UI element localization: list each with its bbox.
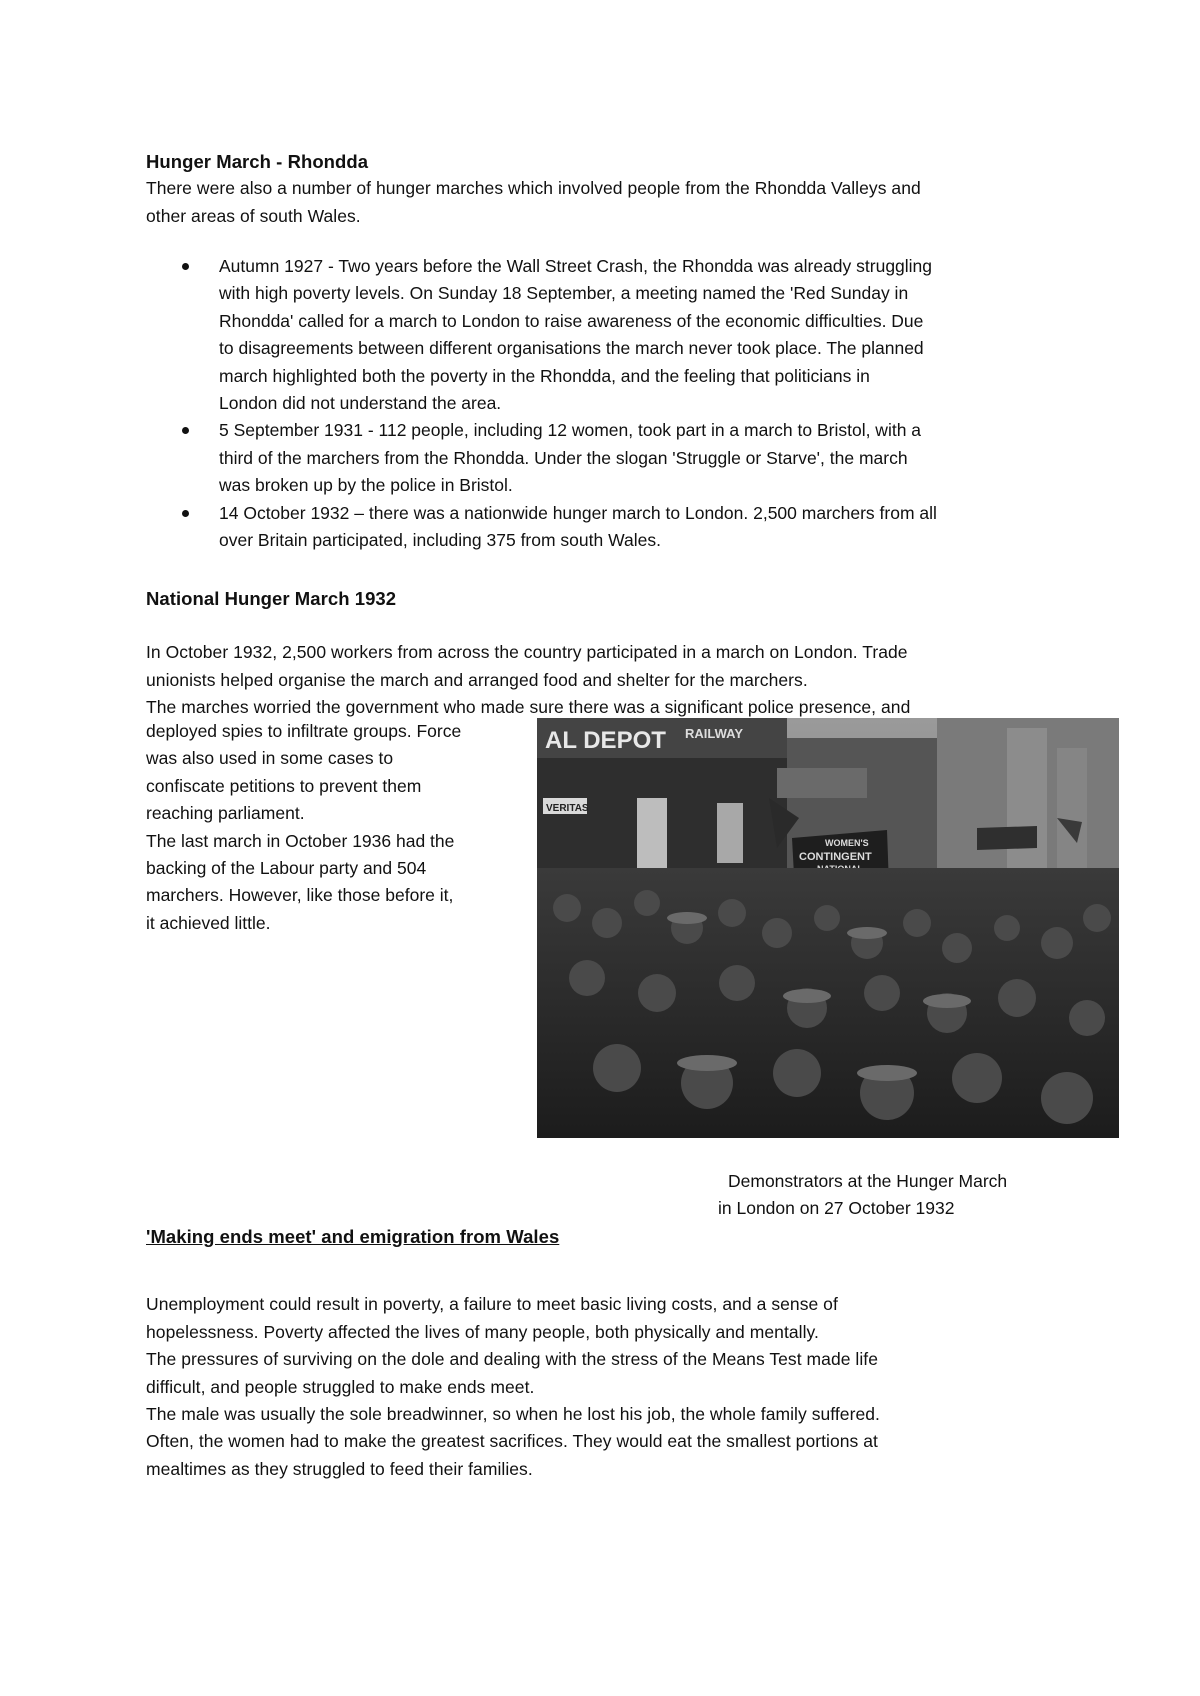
banner-line: CONTINGENT [799, 851, 872, 863]
paragraph-line: The last march in October 1936 had the [146, 830, 455, 851]
bullet-line: was broken up by the police in Bristol. [219, 475, 513, 496]
sign-veritas: VERITAS [546, 803, 589, 814]
intro-line: There were also a number of hunger marches which involved people from the Rhondda Valleys and [146, 178, 921, 199]
paragraph-line: difficult, and people struggled to make ends meet. [146, 1376, 535, 1397]
paragraph-line: backing of the Labour party and 504 [146, 858, 427, 879]
section-heading-making-ends-meet: 'Making ends meet' and emigration from Wales [146, 1226, 560, 1247]
paragraph-line: The pressures of surviving on the dole and dealing with the stress of the Means Test made life [146, 1349, 878, 1370]
bullet-line: Rhondda' called for a march to London to raise awareness of the economic difficulties. Due [219, 310, 924, 331]
bullet-item-1932 [146, 500, 1066, 555]
bullet-line: London did not understand the area. [219, 393, 502, 414]
bullet-icon [182, 510, 189, 517]
paragraph-line: reaching parliament. [146, 803, 305, 824]
section-heading-national: National Hunger March 1932 [146, 588, 397, 609]
bullet-line: over Britain participated, including 375 from south Wales. [219, 530, 661, 551]
bullet-line: 5 September 1931 - 112 people, including 12 women, took part in a march to Bristol, with a [219, 420, 922, 441]
section-rhondda-intro [146, 148, 1066, 230]
photo-caption [700, 1168, 1100, 1223]
bullet-line: to disagreements between different organisations the march never took place. The planned [219, 338, 924, 359]
sign-depot: AL DEPOT [545, 727, 666, 754]
paragraph-line: deployed spies to infiltrate groups. Force [146, 721, 462, 741]
bullet-line: third of the marchers from the Rhondda. Under the slogan 'Struggle or Starve', the march [219, 447, 908, 468]
bullet-line: 14 October 1932 – there was a nationwide hunger march to London. 2,500 marchers from all [219, 502, 937, 523]
caption-line: in London on 27 October 1932 [718, 1198, 955, 1219]
bullet-icon [182, 427, 189, 434]
paragraph-line: The male was usually the sole breadwinner, so when he lost his job, the whole family suffered. [146, 1404, 880, 1425]
paragraph-line: In October 1932, 2,500 workers from across the country participated in a march on London. Trade [146, 642, 908, 663]
caption-line: Demonstrators at the Hunger March [728, 1171, 1008, 1191]
sign-railway: RAILWAY [685, 726, 744, 741]
paragraph-line: The marches worried the government who made sure there was a significant police presence, and [146, 697, 911, 718]
paragraph-line: was also used in some cases to [146, 748, 394, 769]
bullet-line: march highlighted both the poverty in the Rhondda, and the feeling that politicians in [219, 365, 870, 386]
paragraph-line: confiscate petitions to prevent them [146, 775, 422, 796]
rhondda-bullet-list [146, 253, 1066, 554]
paragraph-line: it achieved little. [146, 912, 271, 933]
bullet-line: with high poverty levels. On Sunday 18 September, a meeting named the 'Red Sunday in [219, 283, 909, 304]
hunger-march-photo [537, 718, 1119, 1138]
bullet-icon [182, 263, 189, 270]
paragraph-line: marchers. However, like those before it, [146, 885, 454, 906]
section-national-march [146, 585, 1066, 722]
section-making-ends-meet [146, 1223, 1066, 1483]
banner-line: WOMEN'S [825, 838, 869, 848]
paragraph-line: Unemployment could result in poverty, a failure to meet basic living costs, and a sense of [146, 1294, 838, 1315]
paragraph-line: Often, the women had to make the greatest sacrifices. They would eat the smallest portions at [146, 1431, 878, 1452]
paragraph-line: mealtimes as they struggled to feed their families. [146, 1458, 533, 1479]
bullet-line: Autumn 1927 - Two years before the Wall Street Crash, the Rhondda was already struggling [219, 256, 933, 276]
bullet-item-1927 [146, 253, 1066, 417]
wrapped-paragraph [146, 718, 526, 937]
bullet-item-1931 [146, 417, 1066, 499]
intro-line: other areas of south Wales. [146, 205, 361, 226]
section-heading-rhondda: Hunger March - Rhondda [146, 151, 369, 172]
paragraph-line: hopelessness. Poverty affected the lives of many people, both physically and mentally. [146, 1321, 819, 1342]
paragraph-line: unionists helped organise the march and arranged food and shelter for the marchers. [146, 669, 808, 690]
